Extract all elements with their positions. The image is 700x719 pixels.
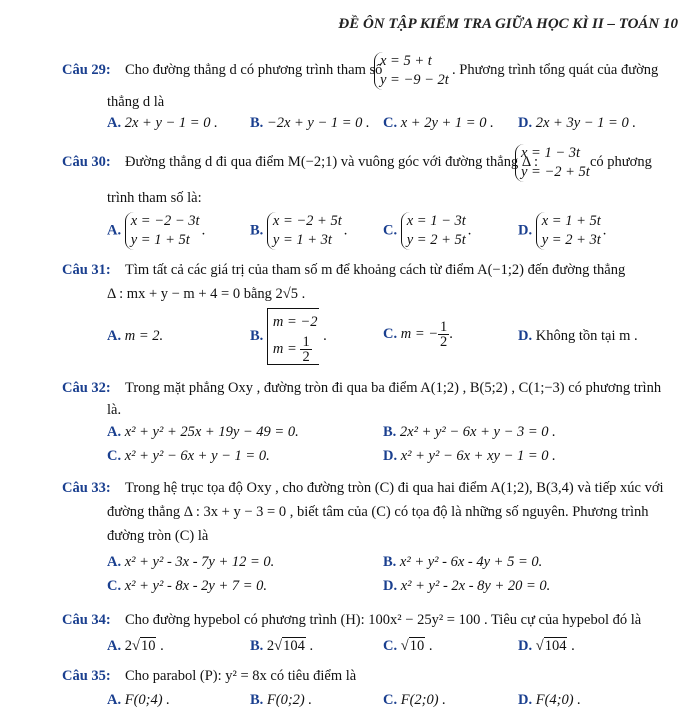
question-label: Câu 35: <box>62 668 111 684</box>
question-text: Cho đường thẳng d có phương trình tham số <box>125 62 383 78</box>
option-a[interactable]: A. 2x + y − 1 = 0 . <box>107 115 218 131</box>
option-c[interactable]: C. F(2;0) . <box>383 692 446 708</box>
option-a[interactable]: A. x² + y² - 3x - 7y + 12 = 0. <box>107 554 275 570</box>
parametric-system: x = 5 + t y = −9 − 2t <box>374 52 451 90</box>
question-label: Câu 32: <box>62 380 111 396</box>
option-d[interactable]: D. 2x + 3y − 1 = 0 . <box>518 115 636 131</box>
parametric-system: x = 1 − 3t y = −2 + 5t <box>515 144 592 182</box>
option-b[interactable]: B. −2x + y − 1 = 0 . <box>250 115 370 131</box>
question-text-cont: trình tham số là: <box>107 190 202 206</box>
question-text-cont: đường thẳng Δ : 3x + y − 3 = 0 , biết tâm của (C) có tọa độ là những số nguyên. Phương trình <box>107 504 649 520</box>
option-b[interactable]: B. m = −2 m = $\frac{1}{2}$ . <box>250 308 327 365</box>
question-text-cont: thẳng d là <box>107 94 165 110</box>
question-text: Tìm tất cả các giá trị của tham số m để khoảng cách từ điểm A(−1;2) đến đường thẳng <box>125 262 626 278</box>
option-d[interactable]: D. Không tồn tại m . <box>518 328 638 344</box>
option-a[interactable]: A. x = −2 − 3t y = 1 + 5t. <box>107 213 206 248</box>
option-c[interactable]: C. m = − $\frac{1}{2}$ . <box>383 319 453 350</box>
option-a[interactable]: A. F(0;4) . <box>107 692 170 708</box>
question-text-cont: Δ : mx + y − m + 4 = 0 bằng 2√5 . <box>107 286 306 302</box>
option-a[interactable]: A. 2√10 . <box>107 638 164 654</box>
option-b[interactable]: B. 2x² + y² − 6x + y − 3 = 0 . <box>383 424 556 440</box>
option-b[interactable]: B. x² + y² - 6x - 4y + 5 = 0. <box>383 554 543 570</box>
question-text: Trong hệ trục tọa độ Oxy , cho đường tròn (C) đi qua hai điểm A(1;2), B(3,4) và tiếp xúc với <box>125 480 664 496</box>
option-c[interactable]: C. √10 . <box>383 638 433 654</box>
question-text: Cho đường hypebol có phương trình (H): 100x² − 25y² = 100 . Tiêu cự của hypebol đó là <box>125 612 642 628</box>
page-header: ĐỀ ÔN TẬP KIỂM TRA GIỮA HỌC KÌ II – TOÁN 10 <box>338 16 678 32</box>
option-d[interactable]: D. x² + y² − 6x + xy − 1 = 0 . <box>383 448 556 464</box>
question-label: Câu 29: <box>62 62 111 78</box>
option-c[interactable]: C. x + 2y + 1 = 0 . <box>383 115 494 131</box>
option-c[interactable]: C. x² + y² - 8x - 2y + 7 = 0. <box>107 578 268 594</box>
option-b[interactable]: B. x = −2 + 5t y = 1 + 3t. <box>250 213 348 248</box>
option-c[interactable]: C. x = 1 − 3t y = 2 + 5t. <box>383 213 472 248</box>
question-text-tail: . Phương trình tổng quát của đường <box>452 62 659 78</box>
question-label: Câu 31: <box>62 262 111 278</box>
question-label: Câu 30: <box>62 154 111 170</box>
question-text: Đường thẳng d đi qua điểm M(−2;1) và vuông góc với đường thẳng Δ : <box>125 154 539 170</box>
option-d[interactable]: D. F(4;0) . <box>518 692 581 708</box>
option-b[interactable]: B. F(0;2) . <box>250 692 313 708</box>
option-d[interactable]: D. x = 1 + 5t y = 2 + 3t. <box>518 213 607 248</box>
question-text: Cho parabol (P): y² = 8x có tiêu điểm là <box>125 668 357 684</box>
question-text: Trong mặt phẳng Oxy , đường tròn đi qua ba điểm A(1;2) , B(5;2) , C(1;−3) có phương trình <box>125 380 662 396</box>
question-text-cont: đường tròn (C) là <box>107 528 209 544</box>
question-label: Câu 33: <box>62 480 111 496</box>
option-b[interactable]: B. 2√104 . <box>250 638 314 654</box>
option-d[interactable]: D. √104 . <box>518 638 575 654</box>
option-c[interactable]: C. x² + y² − 6x + y − 1 = 0. <box>107 448 270 464</box>
question-label: Câu 34: <box>62 612 111 628</box>
option-d[interactable]: D. x² + y² - 2x - 8y + 20 = 0. <box>383 578 551 594</box>
option-a[interactable]: A. m = 2. <box>107 328 164 344</box>
question-text-cont: là. <box>107 402 122 418</box>
question-text-tail: có phương <box>590 154 652 170</box>
option-a[interactable]: A. x² + y² + 25x + 19y − 49 = 0. <box>107 424 299 440</box>
